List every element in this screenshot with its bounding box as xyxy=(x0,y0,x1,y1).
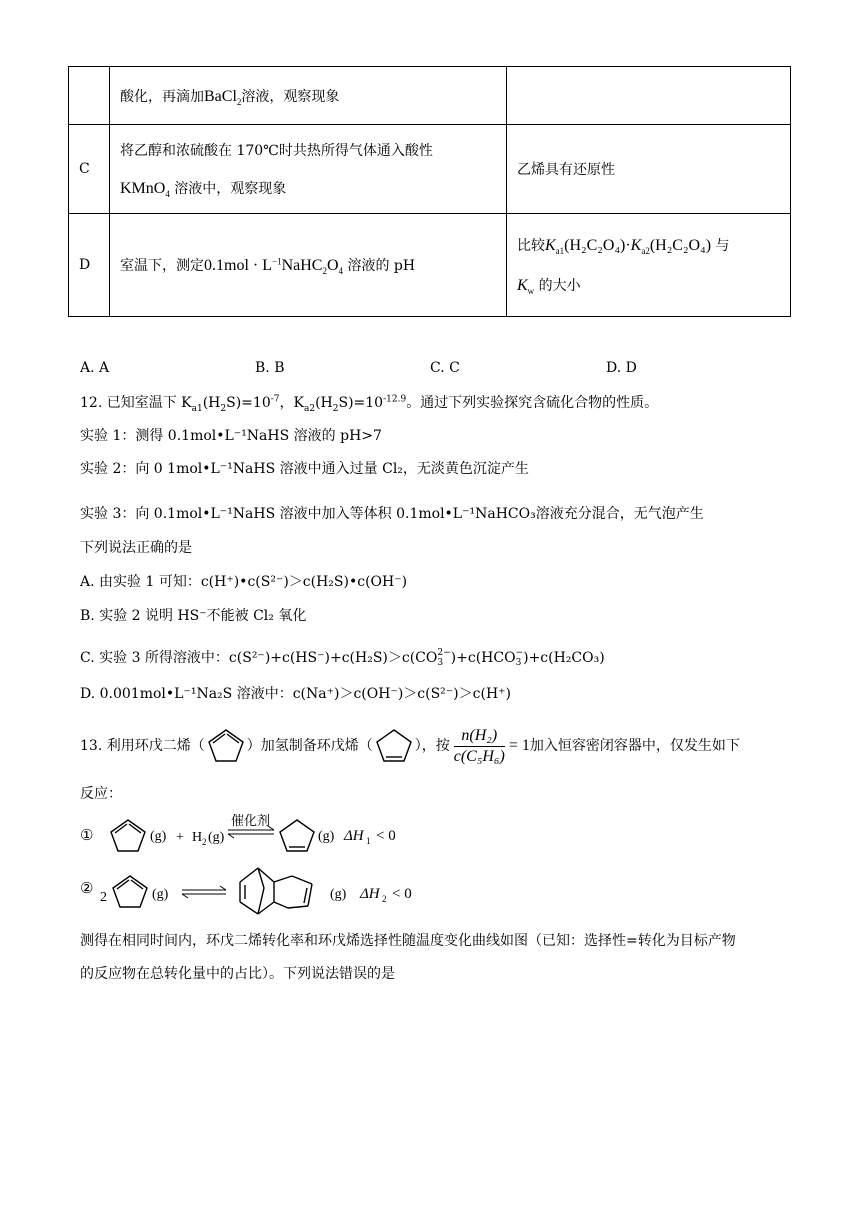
question-12-ask: 下列说法正确的是 xyxy=(80,540,192,556)
table-cell-operation: 室温下，测定$0.1mol \cdot L^{-1}NaHC_2O_4$ 溶液的 pH xyxy=(110,214,507,317)
table-cell-operation xyxy=(110,125,507,214)
svg-text:(g): (g) xyxy=(330,887,347,902)
cell-line: KMnO$_4$ 溶液中，观察现象 xyxy=(120,180,287,199)
question-12-option-b: B. 实验 2 说明 HS⁻不能被 Cl₂ 氧化 xyxy=(80,608,307,624)
option-b: B. B xyxy=(255,360,285,376)
reaction-2-equation xyxy=(78,858,438,920)
table-cell-purpose xyxy=(507,67,791,125)
question-12-option-a: A. 由实验 1 可知：c(H⁺)•c(S²⁻)＞c(H₂S)•c(OH⁻) xyxy=(80,574,408,590)
svg-text:< 0: < 0 xyxy=(376,828,396,844)
experiment-3: 实验 3：向 0.1mol•L⁻¹NaHS 溶液中加入等体积 0.1mol•L⁻¹NaHCO₃溶液充分混合，无气泡产生 xyxy=(80,506,704,522)
question-12-option-c: C. 实验 3 所得溶液中：c(S²⁻)+c(HS⁻)+c(H₂S)＞c(CO 2− 3 )+c(HCO − 3 )+c(H₂CO₃) xyxy=(80,648,605,668)
cell-line: 将乙醇和浓硫酸在 170℃时共热所得气体通入酸性 xyxy=(120,143,433,159)
svg-text:(g): (g) xyxy=(208,830,225,845)
question-13-stem: 13. 利用环戊二烯（ ）加氢制备环戊烯（ ），按 $\frac{\text{n(H₂)}}{\text{c(C₅H₆)}}$ = 1 加入恒容密闭容器中，仅发生如下 xyxy=(80,726,740,765)
reaction-1-equation xyxy=(78,810,418,860)
cyclopentene-structure-icon xyxy=(373,726,415,766)
table-cell-purpose xyxy=(507,214,791,317)
option-a: A. A xyxy=(80,360,110,376)
option-d: D. D xyxy=(606,360,637,376)
svg-text:2: 2 xyxy=(100,890,107,905)
question-13-reaction-intro: 反应： xyxy=(80,786,122,802)
reaction-2-marker: ② xyxy=(80,881,94,897)
equilibrium-arrow-icon xyxy=(182,886,226,898)
svg-text:(g): (g) xyxy=(150,829,167,844)
ratio-fraction: $\frac{\text{n(H₂)}}{\text{c(C₅H₆)}}$ xyxy=(453,726,505,765)
svg-text:(g): (g) xyxy=(152,887,169,902)
dicyclopentadiene-structure-icon xyxy=(240,868,312,914)
svg-text:H: H xyxy=(192,830,203,845)
question-11-table xyxy=(68,66,791,317)
question-13-paragraph-line-2: 的反应物在总转化量中的占比）。下列说法错误的是 xyxy=(80,966,395,982)
cyclopentadiene-structure-icon xyxy=(113,876,147,907)
cell-line: $K_w$ 的大小 xyxy=(517,277,581,296)
question-12-option-d: D. 0.001mol•L⁻¹Na₂S 溶液中：c(Na⁺)＞c(OH⁻)＞c(S²⁻)＞c(H⁺) xyxy=(80,686,512,702)
svg-text:1: 1 xyxy=(366,836,371,846)
question-12-stem: 12. 已知室温下 $K_{a1}(H_2S)=10^{-7}$，$K_{a2}(H_2S)=10^{-12.9}$。通过下列实验探究含硫化合物的性质。 xyxy=(80,394,659,414)
svg-text:ΔH: ΔH xyxy=(360,886,380,902)
svg-text:ΔH: ΔH xyxy=(344,828,364,844)
experiment-2: 实验 2：向 0 1mol•L⁻¹NaHS 溶液中通入过量 Cl₂，无淡黄色沉淀产生 xyxy=(80,461,529,477)
experiment-1: 实验 1：测得 0.1mol•L⁻¹NaHS 溶液的 pH>7 xyxy=(80,428,382,444)
cyclopentadiene-structure-icon xyxy=(205,726,247,766)
table-cell-operation: 酸化，再滴加BaCl$_2$溶液，观察现象 xyxy=(110,67,507,125)
table-row xyxy=(69,214,791,317)
svg-text:< 0: < 0 xyxy=(392,886,412,902)
question-13-paragraph-line-1: 测得在相同时间内，环戊二烯转化率和环戊烯选择性随温度变化曲线如图（已知：选择性=转化为目标产物 xyxy=(80,933,736,949)
svg-text:+: + xyxy=(176,830,184,845)
svg-text:2: 2 xyxy=(382,894,387,904)
table-cell-label: C xyxy=(69,125,110,214)
cyclopentadiene-structure-icon xyxy=(111,820,145,851)
table-cell-label xyxy=(69,67,110,125)
reaction-1-marker: ① xyxy=(80,828,94,844)
svg-text:2: 2 xyxy=(202,837,207,847)
option-c: C. C xyxy=(430,360,460,376)
cyclopentene-structure-icon xyxy=(280,820,314,851)
cell-line: 比较$K_{a1}(H_2C_2O_4)\cdot K_{a2}(H_2C_2O_4)$ 与 xyxy=(517,237,730,256)
table-row xyxy=(69,67,791,125)
svg-text:(g): (g) xyxy=(318,829,335,844)
table-cell-purpose: 乙烯具有还原性 xyxy=(507,125,791,214)
table-row xyxy=(69,125,791,214)
table-cell-label: D xyxy=(69,214,110,317)
svg-text:催化剂: 催化剂 xyxy=(231,813,271,828)
